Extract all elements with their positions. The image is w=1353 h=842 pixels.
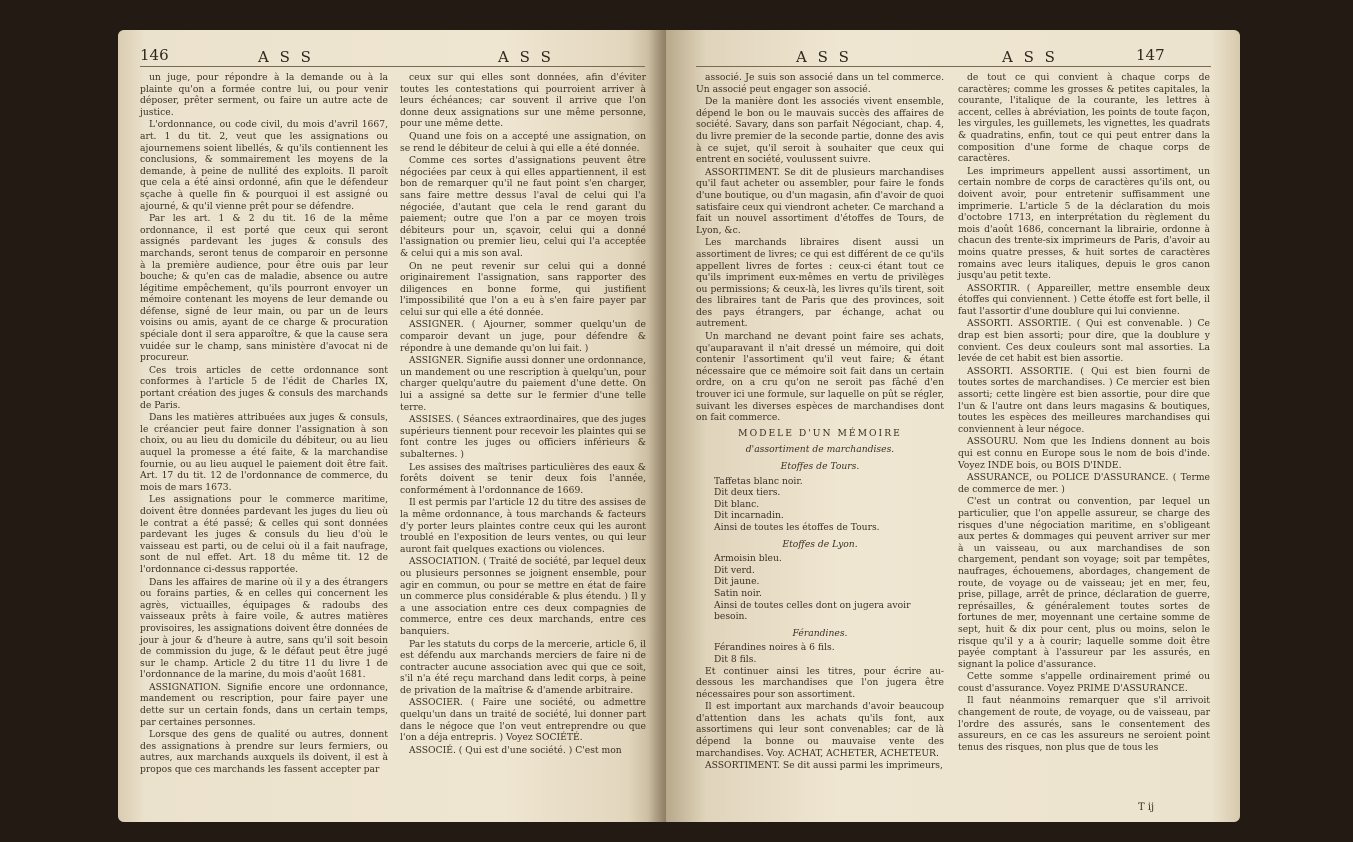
paragraph: ASSIGNER. ( Ajourner, sommer quelqu'un de comparoir devant un juge, pour défendre & répondre à une demande qu'on lui fait. ) [400,319,646,354]
paragraph: ASSIGNER. Signifie aussi donner une ordonnance, un mandement ou une rescription à quelqu'un, pour charger quelqu'autre du paiement d'une dette. On lui a assigné sa dette sur le fermier d'une telle terre. [400,355,646,413]
paragraph: ceux sur qui elles sont données, afin d'éviter toutes les contestations qui pourroient arriver à leurs échéances; car souvent il arrive que l'on donne deux assignations sur une même personne, pour une même dette. [400,72,646,130]
running-head-right-a: A S S [796,48,852,66]
list-item: Dit blanc. [714,498,760,510]
signature-mark: T ij [1138,802,1155,813]
paragraph: Lorsque des gens de qualité ou autres, donnent des assignations à prendre sur leurs fermiers, ou autres, aux marchands auxquels ils doivent, il est à propos que ces marchands les fassent accepter par [140,729,388,776]
paragraph: de tout ce qui convient à chaque corps de caractères; comme les grosses & petites capitales, la courante, l'italique de la courante, les lettres à accent, celles à abréviation, les points de toute façon, les virgules, les guillemets, les vignettes, les quadrats & quadratins, enfin, tout ce qui peut entrer dans la composition d'une forme de chaque corps de caractères. [958,72,1210,165]
running-head-left-b: A S S [498,48,554,66]
paragraph: ASSISES. ( Séances extraordinaires, que des juges supérieurs tiennent pour recevoir les plaintes qui se font contre les juges ou officiers inférieurs & subalternes. ) [400,414,646,460]
paragraph: Par les statuts du corps de la mercerie, article 6, il est défendu aux marchands merciers de faire ni de contracter aucune association avec qui que ce soit, s'il n'a été reçu marchand dans ledit corps, à peine de privation de la maîtrise & d'amende arbitraire. [400,638,646,696]
model-heading: MODELE D'UN MÉMOIRE [738,427,902,439]
list-item: Taffetas blanc noir. [714,475,803,487]
paragraph: ASSOCIATION. ( Traité de société, par lequel deux ou plusieurs personnes se joignent ensemble, pour agir en commun, ou pour se mettre en état de faire un commerce plus considérable & plus étendu. ) Il y a une association entre ces deux compagnies de commerce, entre ces deux marchands, entre ces banquiers. [400,556,646,637]
list-item: Ainsi de toutes celles dont on jugera avoir besoin. [714,599,911,623]
paragraph: Les marchands libraires disent aussi un assortiment de livres; ce qui est différent de ce qu'ils appellent livres de fortes : ceux-ci étant tout ce qu'ils impriment eux-mêmes en vertu de privilèges ou permissions; & ceux-là, les livres qu'ils tirent, soit des libraires tant de Paris que des provinces, soit des pays étrangers, par échange, achat ou autrement. [696,237,944,330]
list-item: Armoisin bleu. [714,553,782,565]
paragraph: Dans les matières attribuées aux juges & consuls, le créancier peut faire donner l'assignation à son choix, ou au lieu du domicile du débiteur, ou au lieu auquel la promesse a été faite, & la marchandise fournie, ou au lieu auquel le paiement doit être fait. Art. 17 du tit. 12 de l'ordonnance de commerce, du mois de mars 1673. [140,412,388,493]
list-item: Dit 8 fils. [714,653,757,665]
paragraph: un juge, pour répondre à la demande ou à la plainte qu'on a formée contre lui, ou pour venir déposer, prêter serment, ou faire un autre acte de justice. [140,72,388,118]
paragraph: Par les art. 1 & 2 du tit. 16 de la même ordonnance, il est porté que ceux qui seront assignés pardevant les juges & consuls des marchands, seront tenus de comparoir en personne à la première audience, pour être ouis par leur bouche; & qu'en cas de maladie, absence ou autre légitime empêchement, qu'ils pourront envoyer un mémoire contenant les moyens de leur demande ou défense, signé de leur main, ou par un de leurs voisins ou amis, ayant de ce charge & procuration spéciale dont il sera apparoître, & que la cause sera vuidée sur le champ, sans ministère d'avocat ni de procureur. [140,213,388,364]
header-rule-right [696,66,1211,67]
paragraph: Comme ces sortes d'assignations peuvent être négociées par ceux à qui elles appartiennent, il est bon de remarquer qu'il ne faut point s'en charger, sans faire mettre dessus l'aval de celui qui l'a négociée, d'autant que cela le rend garant du paiement; outre que l'on a par ce moyen trois débiteurs pour un, sçavoir, celui qui a donné l'assignation ou premier lieu, celui qui l'a acceptée & celui qui a mis son aval. [400,155,646,259]
paragraph: ASSURANCE, ou POLICE D'ASSURANCE. ( Terme de commerce de mer. ) [958,472,1210,495]
section-heading: Etoffes de Tours. [780,461,860,472]
left-page [118,30,666,822]
paragraph: Il est important aux marchands d'avoir beaucoup d'attention dans les achats qu'ils font, aux assortimens qui leur sont convenables; car de là dépend la bonne ou mauvaise vente des marchandises. Voy. ACHAT, ACHETER, ACHETEUR. [696,701,944,759]
paragraph: ASSORTI. ASSORTIE. ( Qui est convenable. ) Ce drap est bien assorti; pour dire, que la doublure y convient. Ces deux couleurs sont mal assorties. La levée de cet habit est bien assortie. [958,318,1210,365]
left-column-2 [400,72,646,757]
page-number-right: 147 [1136,46,1165,64]
list-item: Dit deux tiers. [714,487,781,499]
paragraph: Dans les affaires de marine où il y a des étrangers ou forains parties, & en celles qui concernent les agrès, victuailles, équipages & radoubs des vaisseaux prêts à faire voile, & autres matières provisoires, les assignations doivent être données de jour à jour & d'heure à autre, sans qu'il soit besoin de commission du juge, & le défaut peut être jugé sur le champ. Article 2 du titre 11 du livre 1 de l'ordonnance de la marine, du mois d'août 1681. [140,576,388,681]
paragraph: associé. Je suis son associé dans un tel commerce. Un associé peut engager son associé. [696,72,944,95]
paragraph: ASSOCIÉ. ( Qui est d'une société. ) C'est mon [409,744,622,756]
header-rule-left [140,66,645,67]
paragraph: De la manière dont les associés vivent ensemble, dépend le bon ou le mauvais succès des affaires de société. Savary, dans son parfait Négociant, chap. 4, du livre premier de la seconde partie, donne des avis à ce sujet, qu'il seroit à souhaiter que ceux qui entrent en société, voulussent suivre. [696,96,944,166]
paragraph: ASSORTIMENT. Se dit de plusieurs marchandises qu'il faut acheter ou assembler, pour faire le fonds d'une boutique, ou d'un magasin, afin d'avoir de quoi satisfaire ceux qui viendront acheter. Ce marchand a fait un nouvel assortiment d'étoffes de Tours, de Lyon, &c. [696,166,944,236]
paragraph: ASSORTI. ASSORTIE. ( Qui est bien fourni de toutes sortes de marchandises. ) Ce mercier est bien assorti; cette lingère est bien assortie, pour dire que l'un & l'autre ont dans leurs magasins & boutiques, toutes les espèces des meilleures marchandises qui conviennent à leur négoce. [958,365,1210,435]
list-item: Ainsi de toutes les étoffes de Tours. [714,521,880,533]
right-column-2 [958,72,1210,754]
paragraph: Quand une fois on a accepté une assignation, on se rend le débiteur de celui à qui elle a été donnée. [400,130,646,154]
page-number-left: 146 [140,46,169,64]
paragraph: Il est permis par l'article 12 du titre des assises de la même ordonnance, à tous marchands & facteurs d'y porter leurs plaintes contre ceux qui les auront troublé en l'exposition de leurs ventes, ou qui leur auront fait quelques exactions ou violences. [400,497,646,555]
section-heading: Férandines. [792,627,848,639]
list-item: Férandines noires à 6 fils. [714,642,835,654]
list-item: Satin noir. [714,587,762,599]
left-column-1 [140,72,388,777]
running-head-left-a: A S S [258,48,314,66]
paragraph: Et continuer ainsi les titres, pour écrire au-dessous les marchandises que l'on jugera être nécessaires pour son assortiment. [696,665,944,700]
paragraph: Cette somme s'appelle ordinairement primé ou coust d'assurance. Voyez PRIME D'ASSURANCE. [958,671,1210,694]
model-subheading: d'assortiment de marchandises. [745,444,895,456]
paragraph: ASSORTIMENT. Se dit aussi parmi les imprimeurs, [705,760,943,772]
section-heading: Etoffes de Lyon. [782,538,858,550]
paragraph: Les imprimeurs appellent aussi assortiment, un certain nombre de corps de caractères qu'ils ont, ou doivent avoir, pour entretenir suffisamment une imprimerie. L'article 5 de la déclaration du mois d'octobre 1713, en interprétation du règlement du mois d'août 1686, concernant la librairie, ordonne à chacun des trente-six imprimeurs de Paris, d'avoir au moins quatre presses, & huit sortes de caractères romains avec leurs italiques, depuis le gros canon jusqu'au petit texte. [958,165,1210,282]
paragraph: Les assignations pour le commerce maritime, doivent être données pardevant les juges du lieu où le contrat a été passé; & celles qui sont données pardevant les juges & consuls du lieu d'où le vaisseau est parti, ou de celui où il a fait naufrage, sont de nul effet. Art. 18 du même tit. 12 de l'ordonnance ci-dessus rapportée. [140,494,388,575]
paragraph: Les assises des maîtrises particulières des eaux & forêts doivent se tenir deux fois l'année, conformément à l'ordonnance de 1669. [400,461,646,496]
paragraph: Il faut néanmoins remarquer que s'il arrivoit changement de route, de voyage, ou de vaisseau, par l'ordre des assurés, sans le consentement des assureurs, en ce cas les assureurs ne seroient point tenus des risques, non plus que de tous les [958,695,1210,753]
paragraph: ASSOURU. Nom que les Indiens donnent au bois qui est connu en Europe sous le nom de bois d'inde. Voyez INDE bois, ou BOIS D'INDE. [958,436,1210,471]
paragraph: L'ordonnance, ou code civil, du mois d'avril 1667, art. 1 du tit. 2, veut que les assignations ou ajournemens soient libellés, & qu'ils contiennent les conclusions, & sommairement les moyens de la demande, à peine de nullité des exploits. Il paroît que cela a été ainsi ordonné, afin que le défendeur sçache à quelle fin & pourquoi il est assigné ou ajourné, & qu'il vienne prêt pour se défendre. [140,119,388,212]
right-column-1 [696,72,944,773]
paragraph: C'est un contrat ou convention, par lequel un particulier, que l'on appelle assureur, se charge des risques d'une négociation maritime, en s'obligeant aux pertes & dommages qui peuvent arriver sur mer à un vaisseau, ou aux marchandises de son chargement, pendant son voyage; soit par tempêtes, naufrages, échouemens, abordages, changement de route, de voyage ou de vaisseau; jet en mer, feu, prise, pillage, arrêt de prince, déclaration de guerre, représailles, & généralement toutes sortes de fortunes de mer, moyennant une certaine somme de sept, huit & dix pour cent, plus ou moins, selon le risque qu'il y a à courir; laquelle somme doit être payée comptant à l'assureur par les assurés, en signant la police d'assurance. [958,496,1210,670]
paragraph: On ne peut revenir sur celui qui a donné originairement l'assignation, sans rapporter des diligences en bonne forme, qui justifient l'impossibilité que l'on a eu à s'en faire payer par celui sur qui elle a été donnée. [400,260,646,318]
right-page [666,30,1240,822]
paragraph: ASSIGNATION. Signifie encore une ordonnance, mandement ou rescription, pour faire payer une dette sur un certain fonds, dans un certain temps, par certaines personnes. [140,681,388,728]
paragraph: Un marchand ne devant point faire ses achats, qu'auparavant il n'ait dressé un mémoire, qui doit contenir l'assortiment qu'il veut faire; & étant nécessaire que ce mémoire soit fait dans un certain ordre, on a cru qu'on ne seroit pas fâché d'en trouver ici une formule, sur laquelle on pût se régler, suivant les diverses espèces de marchandises dont on fait commerce. [696,331,944,424]
paragraph: ASSORTIR. ( Appareiller, mettre ensemble deux étoffes qui conviennent. ) Cette étoffe est fort belle, il faut l'assortir d'une doublure qui lui convienne. [958,282,1210,317]
list-item: Dit verd. [714,564,755,576]
running-head-right-b: A S S [1002,48,1058,66]
paragraph: ASSOCIER. ( Faire une société, ou admettre quelqu'un dans un traité de société, lui donner part dans le négoce que l'on veut entreprendre ou que l'on a déja entrepris. ) Voyez SOCIÉTÉ. [400,697,646,744]
list-item: Dit incarnadin. [714,510,784,522]
paragraph: Ces trois articles de cette ordonnance sont conformes à l'article 5 de l'édit de Charles IX, portant création des juges & consuls des marchands de Paris. [140,364,388,411]
list-item: Dit jaune. [714,576,760,588]
